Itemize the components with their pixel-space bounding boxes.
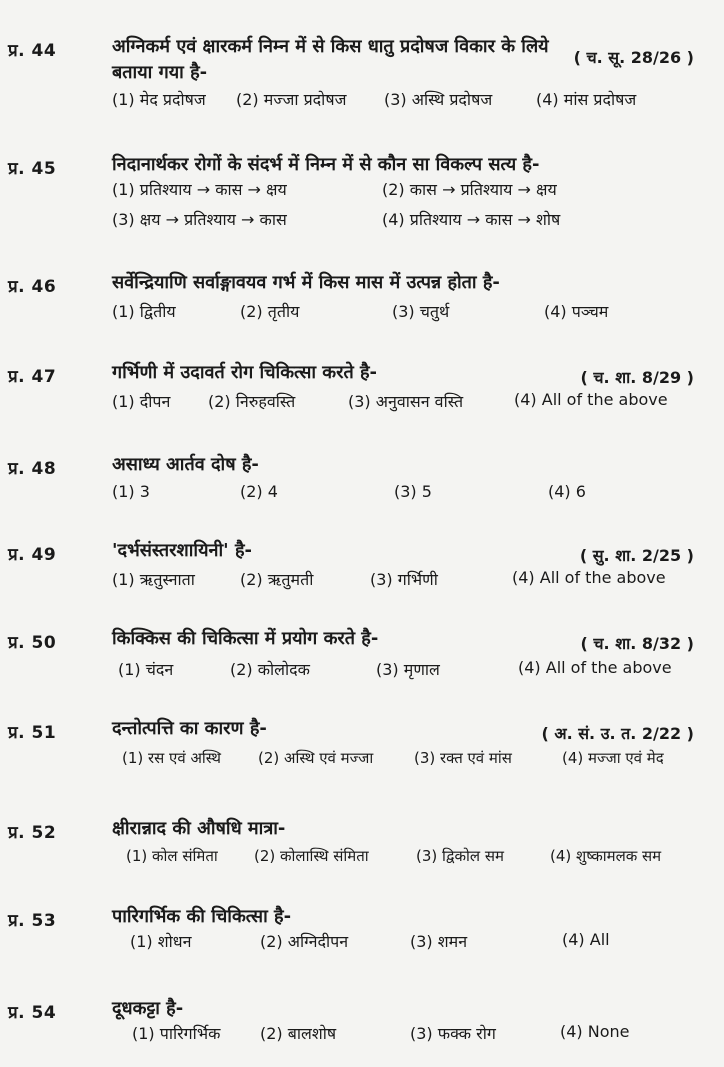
question-text: निदानार्थकर रोगों के संदर्भ में निम्न में से कौन सा विकल्प सत्य है- bbox=[112, 154, 540, 175]
option-3: (3) अनुवासन वस्ति bbox=[348, 392, 464, 411]
question-number: प्र. 51 bbox=[8, 723, 57, 743]
option-4: (4) All of the above bbox=[518, 658, 672, 677]
option-1: (1) मेद प्रदोषज bbox=[112, 90, 206, 109]
option-1: (1) रस एवं अस्थि bbox=[122, 749, 221, 767]
option-2: (2) अस्थि एवं मज्जा bbox=[258, 749, 374, 767]
option-3: (3) द्विकोल सम bbox=[416, 847, 504, 865]
question-text: सर्वेन्द्रियाणि सर्वाङ्गावयव गर्भ में किस मास में उत्पन्न होता है- bbox=[112, 272, 500, 293]
question-text: क्षीरान्नाद की औषधि मात्रा- bbox=[112, 818, 286, 839]
option-3: (3) शमन bbox=[410, 932, 468, 951]
option-2: (2) 4 bbox=[240, 482, 278, 501]
option-1: (1) चंदन bbox=[118, 660, 174, 679]
question-text: किक्किस की चिकित्सा में प्रयोग करते है- bbox=[112, 628, 379, 649]
question-text: पारिगर्भिक की चिकित्सा है- bbox=[112, 906, 292, 927]
option-1: (1) शोधन bbox=[130, 932, 192, 951]
reference: ( च. सू. 28/26 ) bbox=[573, 48, 694, 67]
option-4: (4) मांस प्रदोषज bbox=[536, 90, 637, 109]
reference: ( अ. सं. उ. त. 2/22 ) bbox=[541, 724, 694, 743]
option-2: (2) कास → प्रतिश्याय → क्षय bbox=[382, 180, 557, 199]
option-3: (3) गर्भिणी bbox=[370, 570, 438, 589]
option-3: (3) मृणाल bbox=[376, 660, 440, 679]
reference: ( सु. शा. 2/25 ) bbox=[579, 546, 694, 565]
question-text: दूधकट्टा है- bbox=[112, 998, 184, 1019]
option-1: (1) कोल संमिता bbox=[126, 847, 218, 865]
option-4: (4) All of the above bbox=[512, 568, 666, 587]
option-1: (1) दीपन bbox=[112, 392, 171, 411]
question-number: प्र. 54 bbox=[8, 1003, 57, 1023]
reference: ( च. शा. 8/32 ) bbox=[580, 634, 694, 653]
option-2: (2) मज्जा प्रदोषज bbox=[236, 90, 347, 109]
option-2: (2) कोलोदक bbox=[230, 660, 310, 679]
option-4: (4) All of the above bbox=[514, 390, 668, 409]
question-number: प्र. 49 bbox=[8, 545, 57, 565]
question-text: असाध्य आर्तव दोष है- bbox=[112, 454, 259, 475]
option-3: (3) क्षय → प्रतिश्याय → कास bbox=[112, 210, 287, 229]
question-number: प्र. 52 bbox=[8, 823, 57, 843]
option-4: (4) पञ्चम bbox=[544, 302, 609, 321]
option-1: (1) 3 bbox=[112, 482, 150, 501]
question-text-continued: बताया गया है- bbox=[112, 62, 208, 83]
option-2: (2) तृतीय bbox=[240, 302, 300, 321]
question-text: 'दर्भसंस्तरशायिनी' है- bbox=[112, 540, 252, 561]
option-2: (2) अग्निदीपन bbox=[260, 932, 349, 951]
option-3: (3) रक्त एवं मांस bbox=[414, 749, 512, 767]
question-number: प्र. 46 bbox=[8, 277, 57, 297]
option-4: (4) मज्जा एवं मेद bbox=[562, 749, 664, 767]
option-3: (3) अस्थि प्रदोषज bbox=[384, 90, 493, 109]
option-4: (4) प्रतिश्याय → कास → शोष bbox=[382, 210, 561, 229]
question-number: प्र. 53 bbox=[8, 911, 57, 931]
option-3: (3) 5 bbox=[394, 482, 432, 501]
option-4: (4) None bbox=[560, 1022, 630, 1041]
question-number: प्र. 47 bbox=[8, 367, 57, 387]
option-1: (1) द्वितीय bbox=[112, 302, 176, 321]
option-1: (1) पारिगर्भिक bbox=[132, 1024, 221, 1043]
option-3: (3) फक्क रोग bbox=[410, 1024, 496, 1043]
option-2: (2) ऋतुमती bbox=[240, 570, 314, 589]
option-3: (3) चतुर्थ bbox=[392, 302, 450, 321]
option-4: (4) 6 bbox=[548, 482, 586, 501]
question-number: प्र. 45 bbox=[8, 159, 57, 179]
question-number: प्र. 50 bbox=[8, 633, 57, 653]
question-number: प्र. 44 bbox=[8, 41, 57, 61]
option-1: (1) ऋतुस्नाता bbox=[112, 570, 195, 589]
option-1: (1) प्रतिश्याय → कास → क्षय bbox=[112, 180, 287, 199]
question-text: दन्तोत्पत्ति का कारण है- bbox=[112, 718, 267, 739]
option-2: (2) कोलास्थि संमिता bbox=[254, 847, 369, 865]
option-2: (2) निरुहवस्ति bbox=[208, 392, 296, 411]
reference: ( च. शा. 8/29 ) bbox=[580, 368, 694, 387]
question-text: गर्भिणी में उदावर्त रोग चिकित्सा करते है- bbox=[112, 362, 378, 383]
option-4: (4) शुष्कामलक सम bbox=[550, 847, 662, 865]
question-number: प्र. 48 bbox=[8, 459, 57, 479]
question-text: अग्निकर्म एवं क्षारकर्म निम्न में से किस धातु प्रदोषज विकार के लिये bbox=[112, 36, 549, 57]
option-2: (2) बालशोष bbox=[260, 1024, 337, 1043]
option-4: (4) All bbox=[562, 930, 610, 949]
